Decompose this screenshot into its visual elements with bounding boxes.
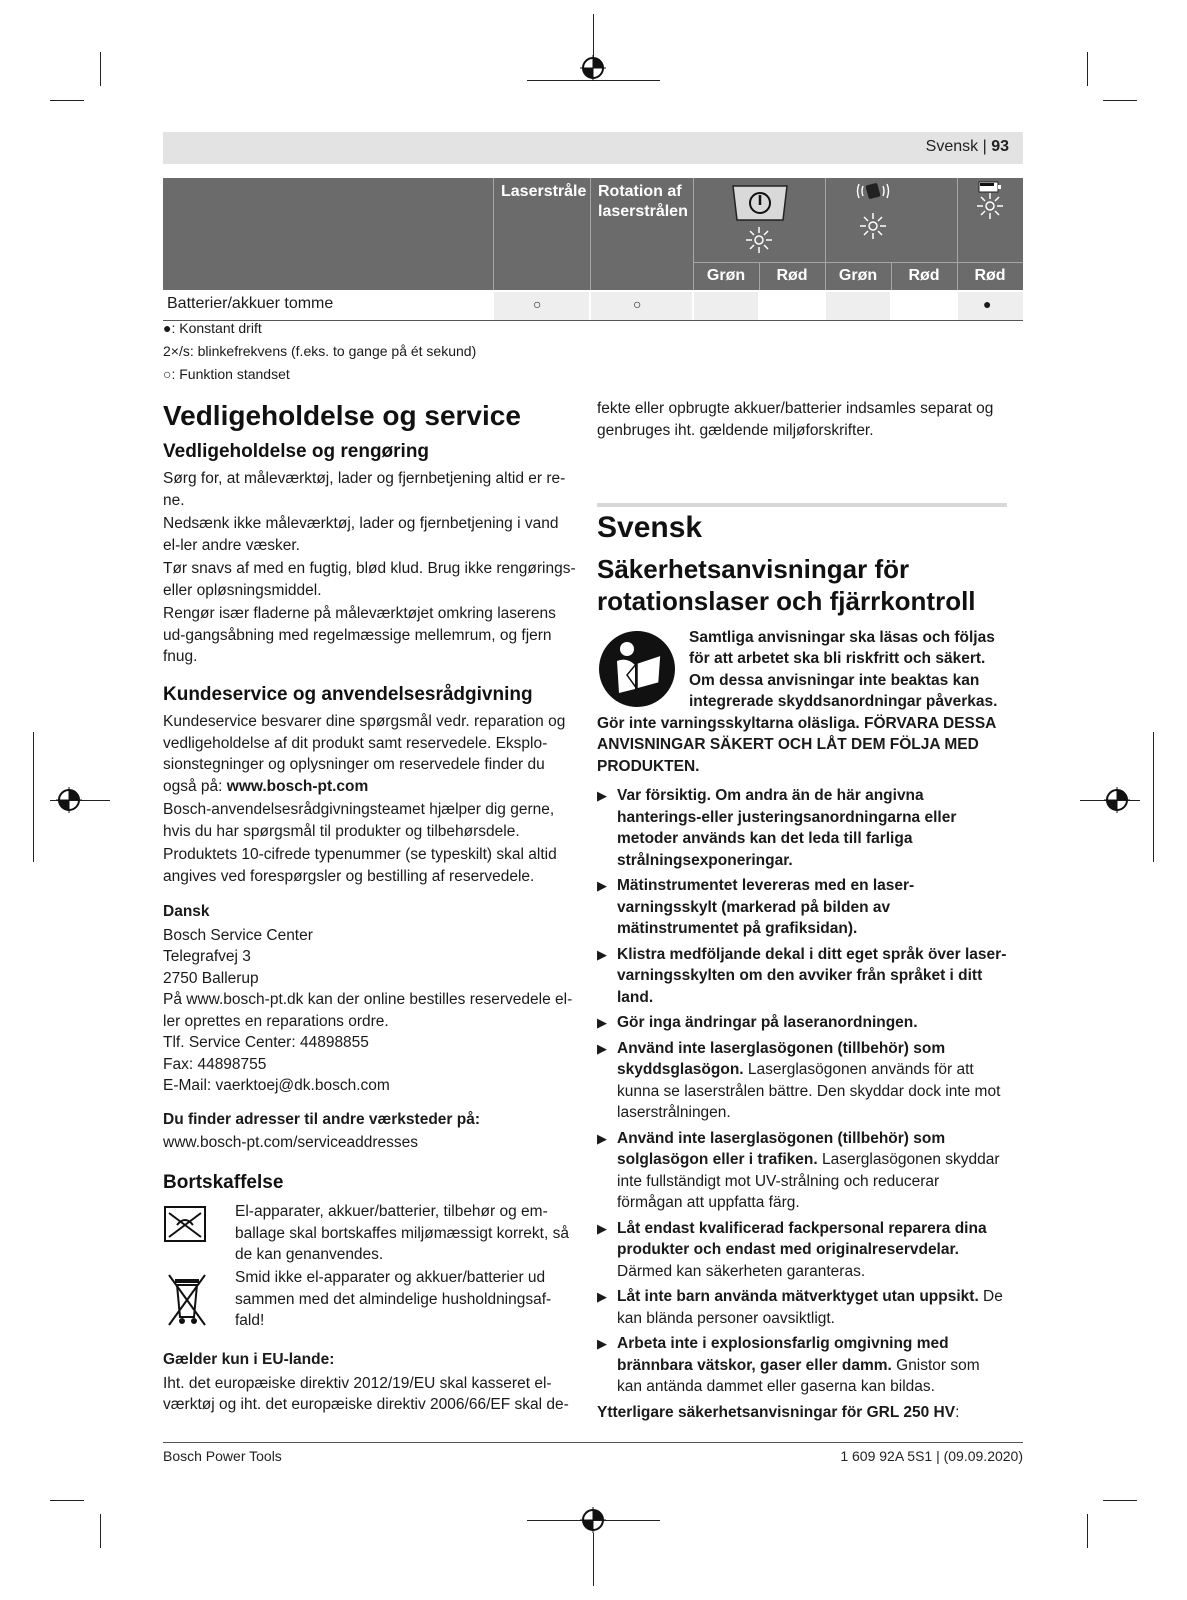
subheader-red: Rød (776, 267, 808, 284)
bullet-arrow-icon: ▶ (597, 1220, 607, 1236)
list-item (597, 944, 1007, 1009)
extra-safety-title-colon: : (955, 1403, 960, 1421)
page-number: 93 (991, 138, 1009, 155)
extra-safety-title (597, 1402, 1007, 1424)
registration-mark-icon (580, 1507, 606, 1533)
row-divider (163, 320, 1023, 321)
paragraph: Smid ikke el-apparater og akkuer/batterier ud sammen med det almindelige husholdningsaf-fald! (235, 1269, 552, 1329)
disposal-item (163, 1201, 577, 1267)
table-legend-item: 2×/s: blinkefrekvens (f.eks. to gange på ét sekund) (163, 343, 477, 359)
subsection-title: Kundeservice og anvendelsesrådgivning (163, 683, 533, 705)
float-spacer (597, 627, 689, 707)
bullet-text: Laserglasögonen skyddar inte fullständigt mot UV-strålning och reducerar förmågan att uppfatta färg. (617, 1151, 1000, 1211)
list-item (597, 875, 1007, 940)
bullet-text-bold: Arbeta inte i explosionsfarlig omgivning med brännbara vätskor, gaser eller damm. (617, 1335, 949, 1374)
address-line: 2750 Ballerup (163, 969, 259, 987)
paragraph: Samtliga anvisningar ska läsas och följas för att arbetet ska bli riskfritt och säkert. Om dessa anvisningar inte beaktas kan integrerade skyddsanordningar påverkas. Gör inte varningsskyltarna oläsliga. FÖRVARA DESSA ANVISNINGAR SÄKERT OCH LÅT DEM FÖLJA MED PRODUKTEN. (597, 628, 998, 775)
table-cell (591, 292, 692, 320)
waste-box-icon (163, 1205, 207, 1243)
header-language: Svensk (925, 138, 979, 155)
paragraph: Iht. det europæiske direktiv 2012/19/EU skal kasseret el-værktøj og iht. det europæiske direktiv 2006/66/EF skal de- (163, 1374, 569, 1413)
subsection-title: Vedligeholdelse og rengøring (163, 440, 430, 462)
bullet-text-bold: Låt endast kvalificerad fackpersonal reparera dina produkter och endast med originalreservdelar. (617, 1219, 987, 1258)
paragraph: fekte eller opbrugte akkuer/batterier indsamles separat og genbruges iht. gældende miljøforskrifter. (597, 400, 994, 439)
bullet-arrow-icon: ▶ (597, 1015, 607, 1030)
crop-mark (33, 732, 34, 862)
other-addresses-url[interactable]: www.bosch-pt.com/serviceaddresses (163, 1134, 418, 1151)
list-item (597, 1333, 1007, 1398)
address-line: På www.bosch-pt.dk kan der online bestilles reservedele el-ler oprettes en reparations ordre. (163, 991, 573, 1030)
list-item (597, 1286, 1007, 1329)
section-divider (597, 503, 1007, 507)
paragraph: Bosch-anvendelsesrådgivningsteamet hjælper dig gerne, hvis du har spørgsmål til produkter og tilbehørsdele. (163, 801, 555, 840)
service-text: Kundeservice besvarer dine spørgsmål vedr. reparation og vedligeholdelse af dit produkt samt reservedele. Eksplo-sionstegninger og oplysninger om reservedele finder du også på: (163, 713, 566, 795)
address-line: E-Mail: vaerktoej@dk.bosch.com (163, 1077, 390, 1094)
address-line: Bosch Service Center (163, 926, 313, 944)
language-title: Svensk (597, 511, 703, 544)
subheader-red: Rød (974, 267, 1006, 284)
warning-text (597, 627, 1007, 778)
header-separator: | (982, 138, 987, 155)
bullet-list (597, 785, 1007, 1398)
row-divider (693, 262, 1023, 263)
table-legend-item: ●: Konstant drift (163, 320, 262, 336)
section-title: Vedligeholdelse og service (163, 400, 521, 431)
disposal-item (163, 1267, 577, 1339)
sun-green-icon (745, 226, 773, 254)
bullet-arrow-icon: ▶ (597, 1130, 607, 1146)
power-button-icon (729, 182, 791, 222)
crop-mark (1103, 100, 1137, 101)
crop-mark (1103, 1500, 1137, 1501)
bullet-text: Laserglasögonen används för att kunna se laserstrålen bättre. Den skyddar dock inte mot laserstrålningen. (617, 1061, 1001, 1121)
paragraph: Tør snavs af med en fugtig, blød klud. Brug ikke rengørings-eller opløsningsmiddel. (163, 560, 576, 599)
service-url[interactable]: www.bosch-pt.com (226, 777, 369, 795)
footer-right: 1 609 92A 5S1 | (09.09.2020) (840, 1448, 1023, 1464)
right-column (597, 398, 1007, 1425)
footer-rule (163, 1442, 1023, 1443)
eu-title: Gælder kun i EU-lande: (163, 1351, 335, 1368)
extra-safety-title-text: Ytterligare säkerhetsanvisningar för GRL 250 HV (597, 1403, 956, 1421)
subheader-green: Grøn (838, 267, 878, 284)
paragraph: Sørg for, at måleværktøj, lader og fjernbetjening altid er re-ne. (163, 470, 566, 509)
table-cell (694, 292, 758, 320)
crop-mark (1087, 52, 1088, 86)
bullet-arrow-icon: ▶ (597, 878, 607, 893)
bullet-arrow-icon: ▶ (597, 1289, 607, 1304)
registration-mark-icon (1104, 787, 1130, 813)
paragraph (163, 711, 577, 797)
paragraph: El-apparater, akkuer/batterier, tilbehør og em-ballage skal bortskaffes miljømæssigt korrekt, så de kan genanvendes. (235, 1203, 569, 1263)
address-line: Tlf. Service Center: 44898855 (163, 1034, 369, 1051)
bullet-text-bold: Mätinstrumentet levereras med en laser-varningsskylt (markerad på bilden av mätinstrumentet på grafiksidan). (617, 877, 915, 937)
status-symbol: ○ (633, 296, 642, 312)
paragraph: Nedsænk ikke måleværktøj, lader og fjernbetjening i vand el-ler andre væsker. (163, 515, 559, 554)
bullet-arrow-icon: ▶ (597, 1040, 607, 1056)
bullet-text: Gnistor som kan antända dammet eller gaserna kan bildas. (617, 1356, 980, 1395)
table-cell (826, 292, 890, 320)
crossed-bin-icon (165, 1269, 209, 1329)
bullet-text-bold: Använd inte laserglasögonen (tillbehör) som solglasögon eller i trafiken. (617, 1129, 946, 1168)
bullet-text-bold: Klistra medföljande dekal i ditt eget språk över laser-varningsskylten om den avviker från språket i ditt land. (617, 945, 1007, 1006)
column-header-rotation: Rotation af laserstrålen (598, 183, 688, 220)
column-header-laser: Laserstråle (501, 183, 587, 200)
footer-left: Bosch Power Tools (163, 1448, 282, 1464)
bullet-arrow-icon: ▶ (597, 946, 607, 962)
list-item (597, 1128, 1007, 1214)
crop-mark (100, 52, 101, 86)
list-item (597, 1218, 1007, 1283)
crop-mark (1153, 732, 1154, 862)
bullet-arrow-icon: ▶ (597, 1336, 607, 1351)
crop-mark (100, 1514, 101, 1548)
bullet-text-bold: Gör inga ändringar på laseranordningen. (617, 1014, 918, 1031)
subsection-title: Bortskaffelse (163, 1171, 284, 1193)
left-column (163, 400, 577, 1418)
crop-mark (1087, 1514, 1088, 1548)
bullet-arrow-icon: ▶ (597, 788, 607, 803)
table-header (163, 178, 1023, 290)
vibration-icon (855, 180, 891, 202)
list-item (597, 1038, 1007, 1124)
paragraph: Produktets 10-cifrede typenummer (se typeskilt) skal altid angives ved forespørgsler og bestilling af reservedele. (163, 846, 557, 885)
table-legend-item: ○: Funktion standset (163, 366, 290, 382)
table-cell (494, 292, 589, 320)
status-symbol: ○ (533, 296, 542, 312)
bullet-text-bold: Låt inte barn använda mätverktyget utan uppsikt. (617, 1288, 979, 1305)
sun-red-icon (976, 192, 1004, 220)
column-divider (493, 178, 494, 290)
address-line: Fax: 44898755 (163, 1055, 267, 1073)
subheader-red: Rød (908, 267, 940, 284)
paragraph: Rengør især fladerne på måleværktøjet omkring laserens ud-gangsåbning med regelmæssige mellemrum, og fjern fnug. (163, 605, 556, 665)
sun-red-icon (859, 212, 887, 240)
registration-mark-icon (56, 787, 82, 813)
page-header-text (926, 138, 1009, 156)
bullet-text: Därmed kan säkerheten garanteras. (617, 1262, 866, 1280)
page-header (163, 132, 1023, 164)
bullet-text-bold: Var försiktig. Om andra än de här angivna hanterings-eller justeringsanordningarna eller metoder används kan det leda till farliga strålningsexponeringar. (617, 787, 957, 869)
status-symbol: ● (983, 296, 992, 312)
crop-mark (50, 1500, 84, 1501)
subheader-green: Grøn (706, 267, 746, 284)
crop-mark (50, 100, 84, 101)
bullet-text-bold: Använd inte laserglasögonen (tillbehör) som skyddsglasögon. (617, 1039, 946, 1078)
other-addresses-title: Du finder adresser til andre værksteder på: (163, 1110, 481, 1128)
address-title: Dansk (163, 903, 210, 920)
safety-title: Säkerhetsanvisningar för rotationslaser och fjärrkontroll (597, 553, 976, 616)
crop-mark (593, 1533, 594, 1586)
row-label: Batterier/akkuer tomme (167, 295, 334, 312)
list-item (597, 785, 1007, 871)
list-item (597, 1012, 1007, 1034)
warning-block (597, 627, 1007, 778)
address-line: Telegrafvej 3 (163, 948, 251, 965)
registration-mark-icon (580, 55, 606, 81)
bullet-text: De kan blända personer oavsiktligt. (617, 1288, 1003, 1327)
